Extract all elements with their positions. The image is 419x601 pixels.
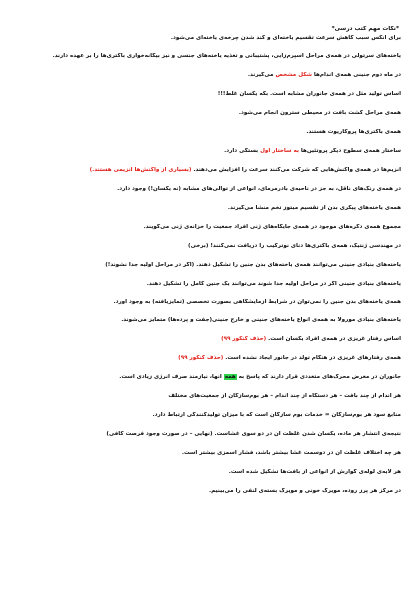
line-text: مجموع همه‌ی دگره‌های موجود در همه‌ی جایگاه‌های ژنی افراد جمعیت را خزانه‌ی ژنی می‌گویند. bbox=[143, 224, 401, 230]
note-line bbox=[18, 262, 401, 269]
red-emphasis-text: (حذف کنکور ۹۹) bbox=[178, 355, 224, 361]
line-text: در مهندسی ژنتیک، همه‌ی باکتری‌ها دنای نوترکیب را دریافت نمی‌کنند! (برخی) bbox=[188, 243, 401, 249]
note-line bbox=[18, 450, 401, 457]
note-line bbox=[18, 91, 401, 98]
note-line bbox=[18, 355, 401, 362]
line-text: *نکات مهم کتب درسی* bbox=[331, 26, 399, 32]
note-line bbox=[18, 186, 401, 193]
red-emphasis-text: (حذف کنکور ۹۹) bbox=[221, 336, 267, 342]
note-title bbox=[18, 26, 401, 33]
line-text: هر چه اختلاف غلظت آن در دوسمت غشا بیشتر باشد، فشار اسمزی بیشتر است. bbox=[181, 450, 401, 456]
line-text: منابع سود هر بوم‌سازگان = خدمات بوم سازگان است که با میزان تولیدکنندگی ارتباط دارد. bbox=[152, 412, 401, 418]
line-text: ساختار همه‌ی سطوح دیگر پروتئین‌ها bbox=[298, 148, 401, 154]
line-text: همه‌ی مراحل کشت بافت در محیطی سترون انجام می‌شود. bbox=[238, 110, 401, 116]
line-text: جانوران در معرض محرک‌های متعددی قرار دارند که پاسخ به bbox=[236, 374, 401, 380]
note-line bbox=[18, 205, 401, 212]
highlighted-word: همه bbox=[224, 374, 236, 380]
line-text: آنزیم‌ها در همه‌ی واکنش‌هایی که شرکت می‌کنند سرعت را افزایش می‌دهند. bbox=[191, 167, 401, 173]
note-line bbox=[18, 431, 401, 438]
note-line bbox=[18, 317, 401, 324]
line-text: می‌گیرند. bbox=[247, 72, 276, 78]
line-text: بستگی دارد. bbox=[224, 148, 261, 154]
note-line bbox=[18, 281, 401, 288]
line-text: آنها، نیازمند صرف انرژی زیادی است. bbox=[119, 374, 224, 380]
note-line bbox=[18, 53, 401, 60]
line-text: در ماه دوم جنینی همه‌ی اندام‌ها bbox=[311, 72, 401, 78]
line-text: همه‌ی یاخته‌های بدن جنین را نمی‌توان در شرایط آزمایشگاهی بصورت تخصصی (تمایزیافته) به وجود آورد. bbox=[113, 299, 401, 305]
note-line bbox=[18, 299, 401, 306]
line-text: همه‌ی یاخته‌های پیکری بدن از تقسیم میتوز تخم منشأ می‌گیرند. bbox=[227, 205, 401, 211]
line-text: نتیجه‌ی انتشار هر ماده، یکسان شدن غلظت آن در دو سوی غشاست. (نهایی – در صورت وجود فرصت کافی) bbox=[106, 431, 401, 437]
note-line bbox=[18, 129, 401, 136]
line-text: یاخته‌های بنیادی جنینی اگر در مراحل اولیه جدا شوند می‌توانند یک جنین کامل را تشکیل دهند. bbox=[146, 281, 401, 287]
note-line bbox=[18, 148, 401, 155]
line-text: اساس رفتار غریزی در همه‌ی افراد یکسان است. bbox=[266, 336, 401, 342]
line-text: یاخته‌های بنیادی جنینی می‌توانند همه‌ی یاخته‌های بدن جنین را تشکیل دهند. (اگر در مراحل اولیه جدا نشوند!) bbox=[105, 262, 401, 268]
red-emphasis-text: (بسیاری از واکنش‌ها آنزیمی هستند.) bbox=[89, 167, 192, 173]
line-text: همه‌ی باکتری‌ها پروکاریوت هستند. bbox=[306, 129, 401, 135]
line-text: همه‌ی رفتارهای غریزی در هنگام تولد در جانور ایجاد نشده است. bbox=[223, 355, 401, 361]
note-line bbox=[18, 35, 401, 42]
line-text: یاخته‌های سرتولی در همه‌ی مراحل اسپرم‌زایی، پشتیبانی و تغذیه یاخته‌های جنسی و نیز بیگانه‌خواری باکتری‌ها را بر عهده دارند. bbox=[52, 53, 401, 59]
note-line bbox=[18, 224, 401, 231]
note-line bbox=[18, 412, 401, 419]
line-text: هر لایه‌ی لوله‌ی گوارش از انواعی از بافت‌ها تشکیل شده است. bbox=[228, 469, 401, 475]
note-line bbox=[18, 374, 401, 381]
line-text: یاخته‌های بنیادی مورولا به همه‌ی انواع یاخته‌های جنینی و خارج جنینی(جفت و پرده‌ها) متمایز می‌شوند. bbox=[121, 317, 401, 323]
note-line bbox=[18, 110, 401, 117]
line-text: برای انکس سبب کاهش سرعت تقسیم یاخته‌ای و کند شدن چرخه‌ی یاخته‌ای می‌شود. bbox=[170, 35, 401, 41]
note-line bbox=[18, 469, 401, 476]
line-text: در مرکز هر پرز روده، مویرگ خونی و مویرگ بسته‌ی لنفی را می‌بینیم. bbox=[208, 488, 401, 494]
line-text: اساس تولید مثل در همه‌ی جانوران مشابه است. بکه یکسان غلط!!! bbox=[217, 91, 401, 97]
red-emphasis-text: شکل مشخص bbox=[275, 72, 312, 78]
note-line bbox=[18, 488, 401, 495]
note-line bbox=[18, 336, 401, 343]
line-text: هر اندام از چند بافت – هر دستگاه از چند اندام – هر بوم‌سازگان از جمعیت‌های مختلف bbox=[168, 393, 401, 399]
note-line bbox=[18, 393, 401, 400]
note-line bbox=[18, 167, 401, 174]
line-text: در همه‌ی رنگ‌های ناقل، به جز در ناحیه‌ی بادرمرمای، انواعی از توالی‌های مشابه (نه یکسان!) وجود دارد. bbox=[117, 186, 401, 192]
red-emphasis-text: به ساختار اول bbox=[260, 148, 299, 154]
note-line bbox=[18, 243, 401, 250]
note-line bbox=[18, 72, 401, 79]
